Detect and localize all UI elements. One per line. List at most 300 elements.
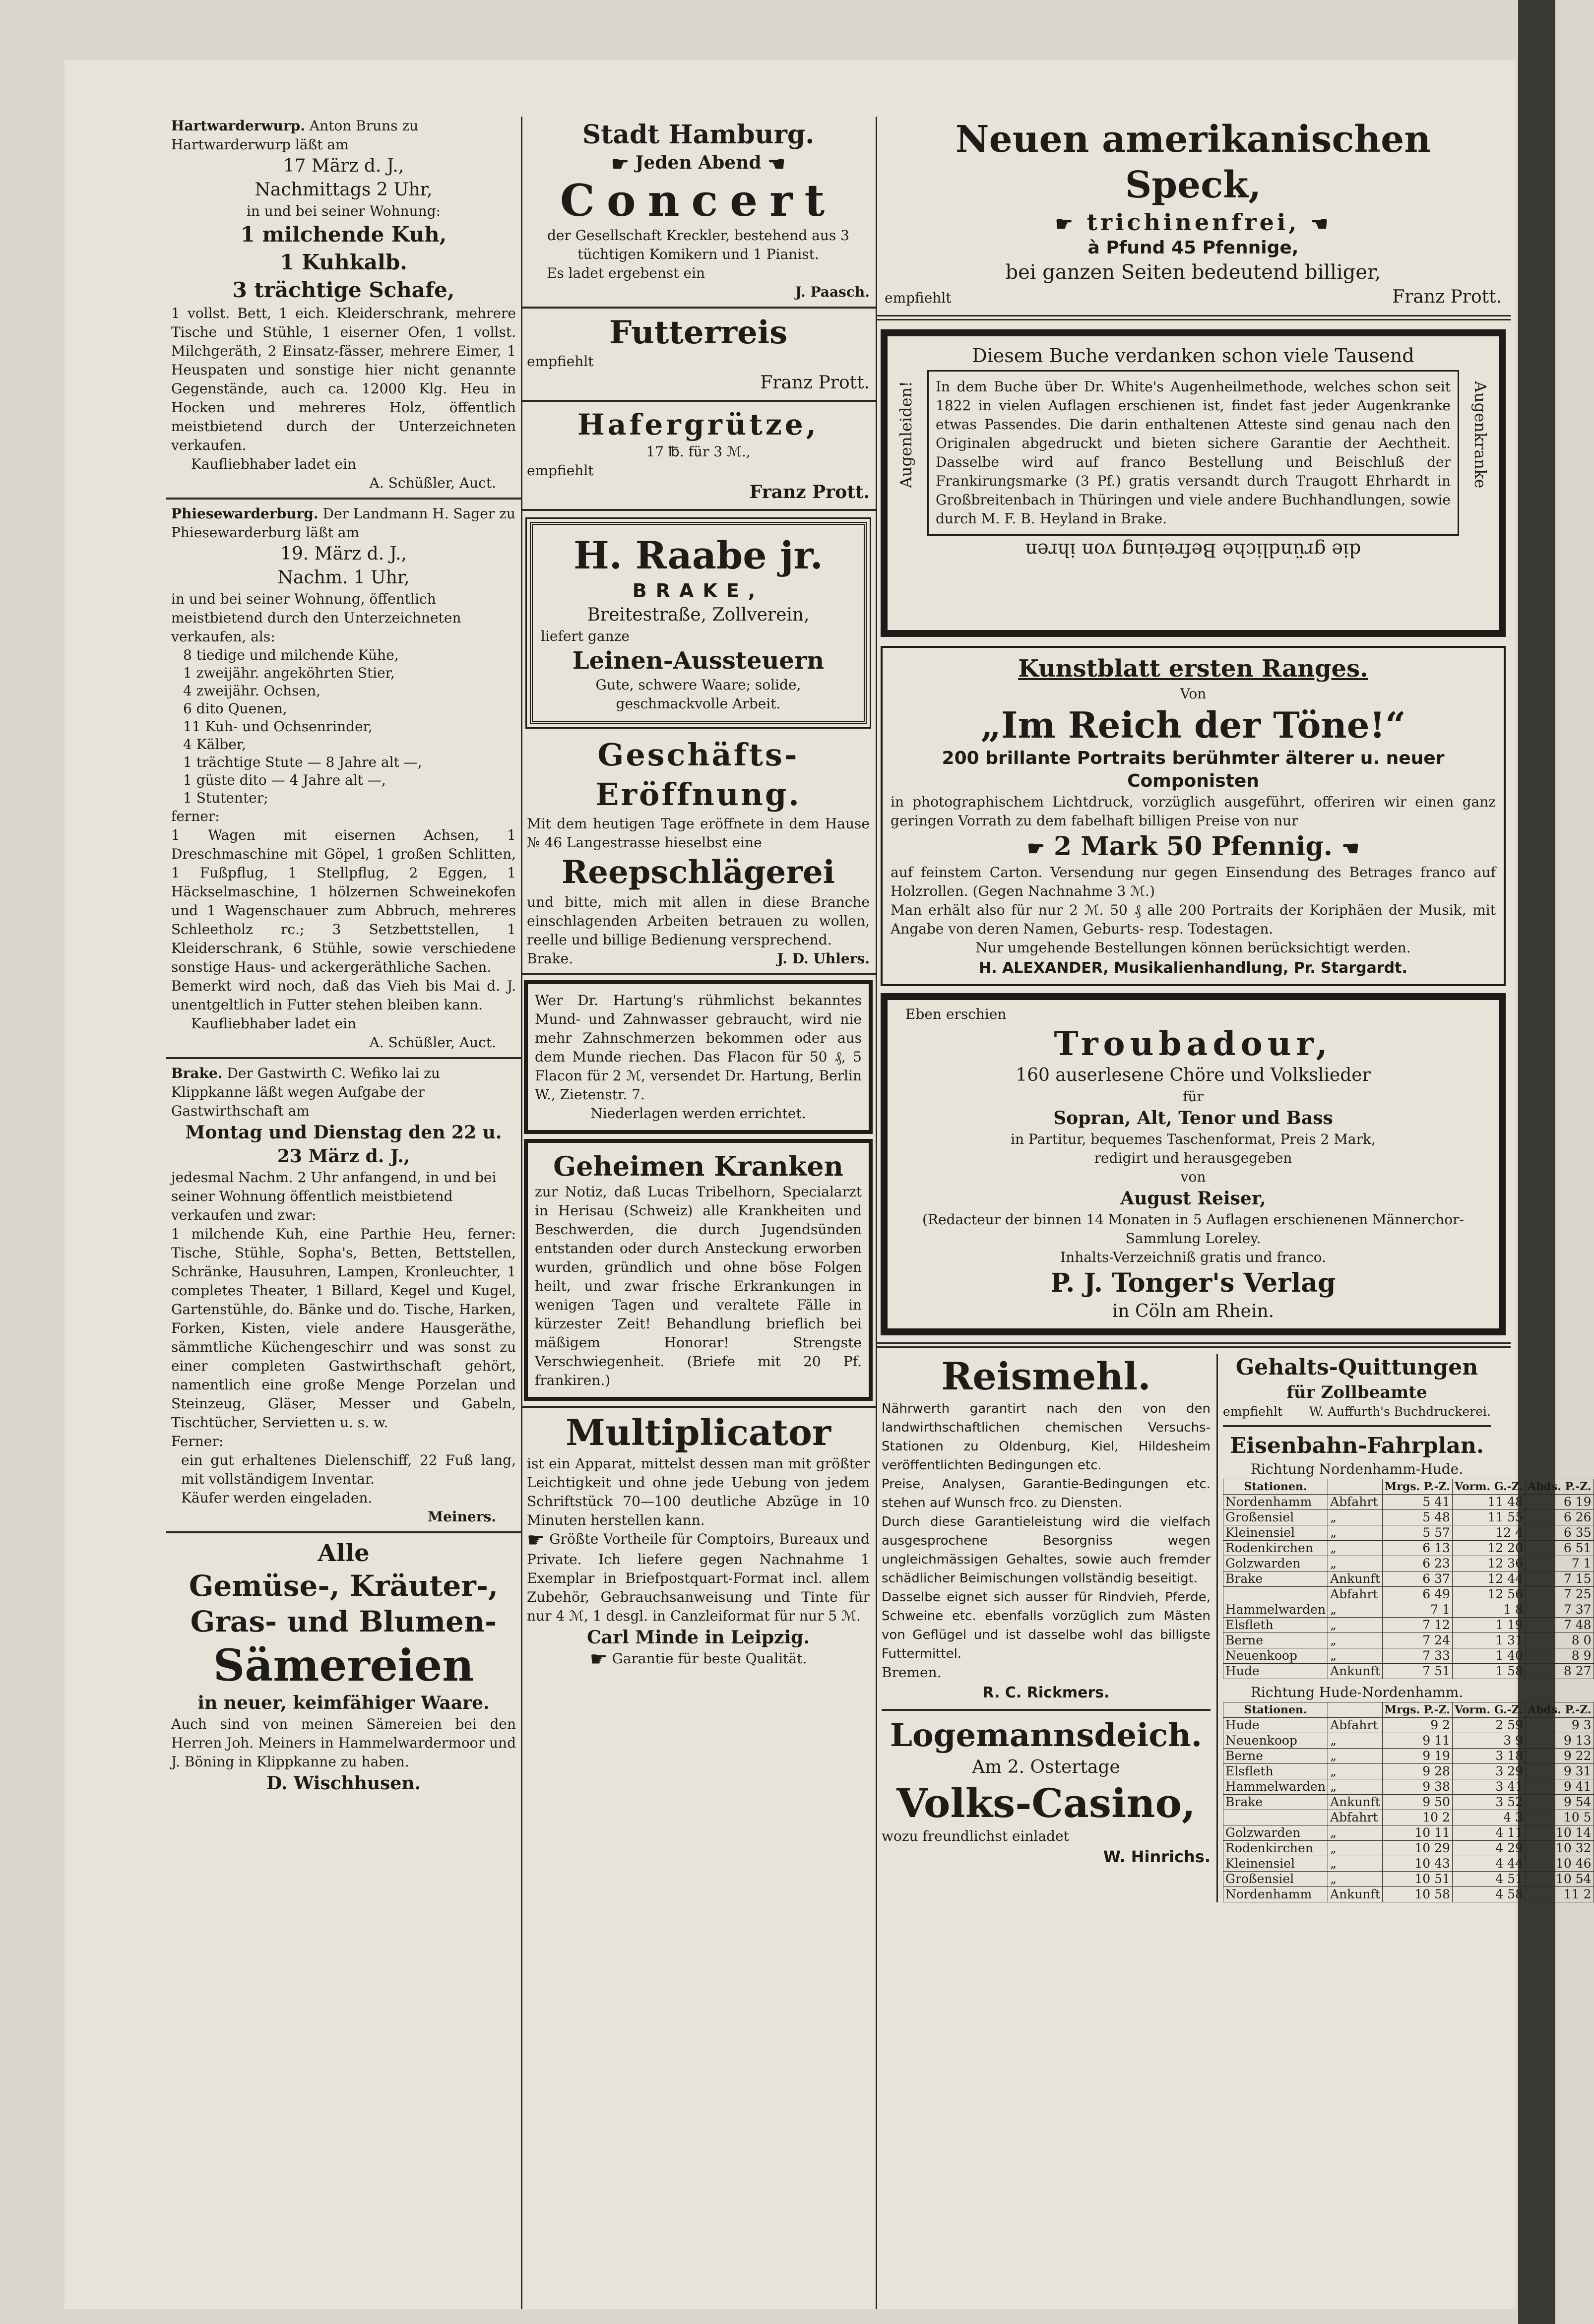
table-cell: „ (1328, 1856, 1383, 1872)
table-cell: 10 43 (1382, 1856, 1452, 1872)
table-header-row (1223, 1479, 1594, 1495)
ad-heading: Phiesewarderburg. (171, 505, 319, 522)
ad-place: in Cöln am Rhein. (1112, 1301, 1275, 1321)
bottom-row (876, 1354, 1592, 1902)
table-row (1223, 1648, 1594, 1664)
ad-subtitle: für Zollbeamte (1286, 1382, 1427, 1402)
ad-subtitle: 160 auserlesene Chöre und Volkslieder (1016, 1065, 1371, 1085)
ad-body: Dasselbe eignet sich ausser für Rindvieh, Pferde, Schweine etc. ebenfalls vorzüglich zum Mästen von Geflügel und ist dasselbe wohl das billigste Futtermittel. (882, 1590, 1211, 1661)
list-item: 11 Kuh- und Ochsenrinder, (183, 718, 373, 735)
table-cell: 11 55 (1452, 1510, 1525, 1525)
list-item: 1 güste dito — 4 Jahre alt —, (183, 772, 386, 788)
table-row (1223, 1841, 1594, 1856)
ad-title-large: Sämereien (213, 1639, 474, 1691)
ad-subtitle: trichinenfrei, (1086, 209, 1300, 236)
ad-signer: J. Paasch. (795, 284, 870, 300)
table-cell: 9 28 (1382, 1764, 1452, 1779)
timetable-direction: Richtung Nordenhamm-Hude. (1250, 1461, 1464, 1477)
ad-body: ist ein Apparat, mittelst dessen man mit größter Leichtigkeit und ohne jede Uebung von jedem Schriftstück 70—100 deutliche Abzüge in 10 Minuten herstellen kann. (527, 1455, 870, 1528)
ad-body: auf feinstem Carton. Versendung nur gegen Einsendung des Betrages franco auf Holzrollen. (Gegen Nachnahme 3 ℳ.) (891, 864, 1496, 899)
ad-event: Volks-Casino, (896, 1780, 1196, 1826)
list-item: 6 dito Quenen, (183, 700, 287, 717)
list-item: 1 zweijähr. angeköhrten Stier, (183, 665, 395, 681)
ad-intro: in und bei seiner Wohnung, öffentlich meistbietend durch den Unterzeichneten verkaufen, als: (171, 591, 461, 645)
railway-timetable (1223, 1432, 1592, 1902)
column-header: Stationen. (1223, 1479, 1328, 1495)
table-cell: „ (1328, 1764, 1383, 1779)
timetable-title: Eisenbahn-Fahrplan. (1229, 1433, 1484, 1458)
table-cell: 12 56 (1452, 1587, 1525, 1602)
pointing-hand-icon: ☛ (589, 1648, 608, 1671)
table-cell: 7 15 (1526, 1571, 1594, 1587)
ad-title: Hafergrütze, (577, 408, 819, 441)
pointing-hand-icon: ☚ (1341, 836, 1359, 860)
ad-item: 1 Kuhkalb. (280, 250, 407, 274)
ad-date: 17 März d. J., (283, 156, 404, 176)
ad-title: Leinen-Aussteuern (572, 647, 825, 675)
table-cell: 9 22 (1526, 1749, 1594, 1764)
ad-title: Concert (560, 175, 837, 226)
table-cell: 6 13 (1382, 1541, 1452, 1556)
table-cell: 9 3 (1526, 1718, 1594, 1733)
table-cell: 7 25 (1526, 1587, 1594, 1602)
timetable-table (1223, 1479, 1594, 1679)
table-row (1223, 1556, 1594, 1571)
table-cell: „ (1328, 1648, 1383, 1664)
ad-saemereien (166, 1538, 521, 1795)
ad-futterreis (521, 314, 876, 395)
ad-text: Der Landmann H. Sager zu Phiesewarderburg läßt am (171, 505, 515, 541)
column-middle (521, 60, 876, 2309)
ad-signer: Franz Prott. (749, 482, 870, 502)
timetable-table (1223, 1702, 1594, 1902)
ad-price: 17 ℔. für 3 ℳ., (646, 443, 751, 460)
table-cell: Ankunft (1328, 1795, 1383, 1810)
column-header: Mrgs. P.-Z. (1382, 1702, 1452, 1718)
table-cell: 3 41 (1452, 1779, 1525, 1795)
ad-body: zur Notiz, daß Lucas Tribelhorn, Specialarzt in Herisau (Schweiz) alle Krankheiten und Beschwerden, die durch Jugendsünden entstanden oder durch Ansteckung erworben wurden, gründlich und ohne böse Folgen heilt, und zwar frische Erkrankungen in wenigen Tagen und veraltete Fälle in kürzester Zeit! Behandlung brieflich bei mäßigem Honorar! Strengste Verschwiegenheit. (Briefe mit 20 Pf. frankiren.) (535, 1184, 862, 1388)
table-cell: „ (1328, 1825, 1383, 1841)
table-cell: 3 9 (1452, 1733, 1525, 1749)
ad-body: Gute, schwere Waare; solide, geschmackvolle Arbeit. (595, 677, 801, 712)
divider (876, 1342, 1511, 1348)
ad-body: Durch diese Garantieleistung wird die vielfach ausgesprochene Besorgniss wegen ungleichmässigen Gehaltes, sowie auch fremder schädlicher Beimischungen vollständig beseitigt. (882, 1514, 1211, 1586)
table-row (1223, 1510, 1594, 1525)
ad-body: Man erhält also für nur 2 ℳ. 50 ₰ alle 200 Portraits der Koriphäen der Musik, mit Angabe von deren Namen, Geburts- resp. Todestagen. (891, 902, 1496, 937)
table-cell: 4 3 (1452, 1810, 1525, 1825)
table-cell: 10 5 (1526, 1810, 1594, 1825)
ad-place: in und bei seiner Wohnung: (246, 203, 441, 219)
ad-geschaefts-eroeffnung (521, 735, 876, 968)
table-row (1223, 1525, 1594, 1541)
column-header: Stationen. (1223, 1702, 1328, 1718)
table-row (1223, 1718, 1594, 1733)
table-cell: 5 48 (1382, 1510, 1452, 1525)
pointing-hand-icon: ☛ (527, 1528, 545, 1552)
table-cell: 10 58 (1382, 1887, 1452, 1902)
ad-text: redigirt und herausgegeben (1094, 1150, 1292, 1166)
ad-price: 2 Mark 50 Pfennig. (1054, 831, 1333, 862)
divider (521, 400, 876, 402)
ad-item: 3 trächtige Schafe, (232, 278, 455, 302)
ad-text: (Redacteur der binnen 14 Monaten in 5 Auflagen erschienenen Männerchor-Sammlung Loreley. (922, 1211, 1464, 1247)
column-header (1328, 1479, 1383, 1495)
column-header (1328, 1702, 1383, 1718)
table-cell: „ (1328, 1541, 1383, 1556)
table-cell: Abfahrt (1328, 1718, 1383, 1733)
table-cell (1223, 1810, 1328, 1825)
ad-body: Nährwerth garantirt nach den von den landwirthschaftlichen chemischen Versuchs-Stationen zu Oldenburg, Kiel, Hildesheim veröffentlichten Bedingungen etc. (882, 1401, 1211, 1473)
table-cell: 8 0 (1526, 1633, 1594, 1648)
table-cell (1223, 1587, 1328, 1602)
table-row (1223, 1856, 1594, 1872)
ad-time: Nachm. 1 Uhr, (277, 567, 410, 588)
ad-firm: H. Raabe jr. (573, 533, 824, 577)
table-cell: 7 12 (1382, 1618, 1452, 1633)
ad-signer: Franz Prott. (760, 373, 870, 393)
ad-text: Anton Bruns zu Hartwarderwurp läßt am (171, 118, 419, 153)
divider (1223, 1425, 1491, 1427)
column-header: Abds. P.-Z. (1526, 1479, 1594, 1495)
table-cell: Berne (1223, 1749, 1328, 1764)
table-cell: Elsfleth (1223, 1618, 1328, 1633)
table-cell: Hammelwarden (1223, 1779, 1328, 1795)
ad-lead: empfiehlt (885, 290, 952, 306)
column-header: Abds. P.-Z. (1526, 1702, 1594, 1718)
table-cell: 10 11 (1382, 1825, 1452, 1841)
table-cell: Brake (1223, 1571, 1328, 1587)
list-item: 1 Stutenter; (183, 790, 268, 806)
ad-body: 1 Wagen mit eisernen Achsen, 1 Dreschmaschine mit Göpel, 1 großen Schlitten, 1 Fußpflug, 1 Stellpflug, 2 Eggen, 1 Häckselmaschine, 1 hölzernen Schweinekofen und 1 Wagenschauer zum Abbruch, mehreres Schleetholz rc.; 3 Setzbettstellen, 1 Kleiderschrank, 6 Stühle, sowie verschiedene sonstige Haus- und ackergeräthliche Sachen. (171, 827, 516, 975)
ad-text: Mit dem heutigen Tage eröffnete in dem Hause № 46 Langestrasse hieselbst eine (527, 816, 870, 851)
ad-date: 19. März d. J., (280, 544, 407, 564)
divider (521, 307, 876, 309)
ad-signer: A. Schüßler, Auct. (369, 475, 496, 491)
table-cell: Ankunft (1328, 1887, 1383, 1902)
ad-title: Neuen amerikanischen Speck, (955, 118, 1431, 206)
table-cell: 9 2 (1382, 1718, 1452, 1733)
table-cell: 3 18 (1452, 1749, 1525, 1764)
table-cell: 8 27 (1526, 1664, 1594, 1679)
table-cell: 4 44 (1452, 1856, 1525, 1872)
table-row (1223, 1887, 1594, 1902)
table-cell: Nordenhamm (1223, 1887, 1328, 1902)
table-cell: 1 58 (1452, 1664, 1525, 1679)
table-row (1223, 1733, 1594, 1749)
ad-body: ein gut erhaltenes Dielenschiff, 22 Fuß lang, mit vollständigem Inventar. (181, 1452, 516, 1487)
ad-signer: W. Auffurth's Buchdruckerei. (1309, 1404, 1491, 1419)
ad-place: Bremen. (882, 1664, 942, 1681)
ad-side-text-left: Augenleiden! (896, 381, 915, 489)
table-cell: Rodenkirchen (1223, 1541, 1328, 1556)
table-cell: 7 33 (1382, 1648, 1452, 1664)
ad-bottom-text-inverted: die gründliche Befreiung von ihren (1025, 539, 1361, 561)
ad-lead: wozu freundlichst einladet (882, 1828, 1069, 1844)
table-row (1223, 1664, 1594, 1679)
ad-signer: D. Wischhusen. (266, 1773, 421, 1794)
table-cell: Kleinensiel (1223, 1856, 1328, 1872)
table-cell: 6 37 (1382, 1571, 1452, 1587)
table-cell: „ (1328, 1618, 1383, 1633)
table-cell: „ (1328, 1872, 1383, 1887)
bottom-left-column (876, 1354, 1218, 1902)
table-cell: 12 4 (1452, 1525, 1525, 1541)
table-cell: 4 51 (1452, 1872, 1525, 1887)
table-cell: Abfahrt (1328, 1587, 1383, 1602)
table-cell: Berne (1223, 1633, 1328, 1648)
table-row (1223, 1618, 1594, 1633)
table-cell: Neuenkoop (1223, 1648, 1328, 1664)
ad-signer: Meiners. (428, 1508, 496, 1525)
table-row (1223, 1764, 1594, 1779)
table-row (1223, 1810, 1594, 1825)
ad-lead: Eben erschien (905, 1006, 1007, 1022)
ad-body: Preise, Analysen, Garantie-Bedingungen etc. stehen auf Wunsch frco. zu Diensten. (882, 1477, 1211, 1510)
table-cell: 6 19 (1526, 1495, 1594, 1510)
ad-signer: J. D. Uhlers. (777, 950, 870, 967)
ad-reismehl (882, 1354, 1211, 1704)
table-cell: 1 31 (1452, 1633, 1525, 1648)
divider (166, 498, 521, 500)
table-cell: Ankunft (1328, 1571, 1383, 1587)
ad-work-title: „Im Reich der Töne!“ (980, 704, 1406, 746)
column-left (166, 60, 521, 2309)
table-row (1223, 1795, 1594, 1810)
ad-title: Reismehl. (941, 1354, 1151, 1398)
ad-date: Am 2. Ostertage (972, 1757, 1120, 1777)
table-cell: 5 41 (1382, 1495, 1452, 1510)
ad-text: für (1183, 1088, 1204, 1105)
table-cell: 10 51 (1382, 1872, 1452, 1887)
list-item: 8 tiedige und milchende Kühe, (183, 647, 399, 663)
table-cell: 9 50 (1382, 1795, 1452, 1810)
ad-title: Kunstblatt ersten Ranges. (1018, 655, 1368, 683)
ad-signer: W. Hinrichs. (1103, 1847, 1211, 1866)
table-cell: „ (1328, 1602, 1383, 1618)
ad-text: von (1180, 1169, 1206, 1185)
table-cell: 6 51 (1526, 1541, 1594, 1556)
table-row (1223, 1825, 1594, 1841)
table-cell: 3 52 (1452, 1795, 1525, 1810)
ad-body: Auch sind von meinen Sämereien bei den Herren Joh. Meiners in Hammelwardermoor und J. Böning in Klippkanne zu haben. (171, 1716, 516, 1770)
table-row (1223, 1541, 1594, 1556)
table-cell: 10 29 (1382, 1841, 1452, 1856)
ad-subtitle: in neuer, keimfähiger Waare. (197, 1693, 490, 1713)
table-cell: 9 19 (1382, 1749, 1452, 1764)
ad-voices: Sopran, Alt, Tenor und Bass (1053, 1108, 1333, 1129)
ad-title: Geheimen Kranken (553, 1150, 843, 1182)
table-cell: 12 44 (1452, 1571, 1525, 1587)
ad-brake-gastwirth (166, 1064, 521, 1526)
table-cell: 9 11 (1382, 1733, 1452, 1749)
ad-note: Niederlagen werden errichtet. (590, 1105, 806, 1122)
table-cell: 6 35 (1526, 1525, 1594, 1541)
ad-raabe (530, 522, 867, 724)
table-cell: 10 14 (1526, 1825, 1594, 1841)
ad-body: Größte Vortheile für Comptoirs, Bureaux und Private. Ich liefere gegen Nachnahme 1 Exemplar in Briefpostquart-Format incl. allem Zubehör, Gebrauchsanweisung und Tinte für nur 4 ℳ, 1 desgl. in Canzleiformat für nur 5 ℳ. (527, 1531, 870, 1624)
table-cell: 10 54 (1526, 1872, 1594, 1887)
table-cell: 4 11 (1452, 1825, 1525, 1841)
table-cell: 7 1 (1382, 1602, 1452, 1618)
table-cell: 6 23 (1382, 1556, 1452, 1571)
table-cell: 7 37 (1526, 1602, 1594, 1618)
list-item: 4 Kälber, (183, 736, 246, 753)
ad-heading: Brake. (171, 1065, 223, 1081)
ad-shop: Reepschlägerei (562, 854, 835, 891)
pointing-hand-icon: ☚ (1310, 212, 1332, 236)
timetable-direction: Richtung Hude-Nordenhamm. (1250, 1684, 1464, 1700)
ad-gehalts-quittungen (1223, 1354, 1491, 1420)
table-cell: Elsfleth (1223, 1764, 1328, 1779)
item-list (171, 646, 516, 807)
table-cell: 9 13 (1526, 1733, 1594, 1749)
ad-town: BRAKE, (632, 580, 765, 602)
ad-kunstblatt (881, 646, 1506, 986)
ad-body: 1 vollst. Bett, 1 eich. Kleiderschrank, mehrere Tische und Stühle, 1 eiserner Ofen, 1 vollst. Milchgeräth, 2 Einsatz-fässer, mehrere Eimer, 1 Heuspaten und sonstige hier nicht genannte Gegenstände, auch ca. 12000 Klg. Heu in Hocken und mehreres Holz, öffentlich meistbietend durch der Unterzeichneten verkaufen. (171, 305, 516, 453)
ad-text: bei ganzen Seiten bedeutend billiger, (1005, 261, 1381, 284)
ad-closing: Kaufliebhaber ladet ein (191, 1015, 357, 1032)
ad-author: August Reiser, (1120, 1188, 1266, 1209)
ad-body: In dem Buche über Dr. White's Augenheilmethode, welches schon seit 1822 in vielen Auflagen erschienen ist, findet fast jeder Augenkranke etwas Passendes. Die darin enthaltenen Atteste sind genau nach den Originalen abgedruckt und bieten sichere Garantie der Aechtheit. Dasselbe wird auf franco Bestellung und Beischluß der Frankirungsmarke (3 Pf.) gratis versandt durch Traugott Ehrhardt in Großbreitenbach in Thüringen und viele andere Buchhandlungen, sowie durch M. F. B. Heyland in Brake. (927, 370, 1459, 536)
ad-closing: Kaufliebhaber ladet ein (191, 456, 357, 472)
table-cell: Brake (1223, 1795, 1328, 1810)
ad-closing: Käufer werden eingeladen. (181, 1490, 373, 1506)
column-header: Mrgs. P.-Z. (1382, 1479, 1452, 1495)
table-header-row (1223, 1702, 1594, 1718)
ad-speck (876, 117, 1511, 309)
ad-body: der Gesellschaft Kreckler, bestehend aus 3 tüchtigen Komikern und 1 Pianist. (547, 227, 849, 262)
table-cell: 1 40 (1452, 1648, 1525, 1664)
table-cell: „ (1328, 1633, 1383, 1648)
ad-title-small: Alle (318, 1539, 370, 1567)
table-cell: 4 29 (1452, 1841, 1525, 1856)
table-cell: 7 24 (1382, 1633, 1452, 1648)
table-cell: 4 58 (1452, 1887, 1525, 1902)
table-cell: „ (1328, 1841, 1383, 1856)
ad-note: Nur umgehende Bestellungen können berücksichtigt werden. (975, 940, 1411, 956)
ad-line: liefert ganze (541, 628, 630, 644)
table-cell: Großensiel (1223, 1510, 1328, 1525)
ad-hartung-zahnwasser (524, 980, 873, 1134)
ad-ferner: ferner: (171, 808, 220, 824)
ad-title: Gehalts-Quittungen (1235, 1355, 1478, 1380)
table-cell: 12 20 (1452, 1541, 1525, 1556)
table-cell: 9 38 (1382, 1779, 1452, 1795)
ad-title: Geschäfts-Eröffnung. (595, 737, 801, 813)
bottom-right-column (1218, 1354, 1592, 1902)
table-cell: Großensiel (1223, 1872, 1328, 1887)
table-cell: 12 36 (1452, 1556, 1525, 1571)
binding-edge (1518, 0, 1555, 2324)
table-cell: 11 48 (1452, 1495, 1525, 1510)
table-cell: 3 29 (1452, 1764, 1525, 1779)
table-cell: 1 8 (1452, 1602, 1525, 1618)
table-row (1223, 1571, 1594, 1587)
column-header: Vorm. G.-Z. (1452, 1702, 1525, 1718)
table-cell: 9 31 (1526, 1764, 1594, 1779)
ad-von: Von (1180, 686, 1207, 702)
table-row (1223, 1602, 1594, 1618)
ad-place: Brake. (527, 950, 574, 967)
ad-hafergruetze (521, 407, 876, 504)
ad-subtitle: 200 brillante Portraits berühmter älterer u. neuer Componisten (942, 748, 1445, 791)
ad-ferner: Ferner: (171, 1433, 224, 1449)
table-cell: 5 57 (1382, 1525, 1452, 1541)
divider (521, 509, 876, 511)
table-cell: Neuenkoop (1223, 1733, 1328, 1749)
ad-body: 1 milchende Kuh, eine Parthie Heu, ferner: Tische, Stühle, Sopha's, Betten, Bettstellen, Schränke, Hausuhren, Lampen, Kronleuchter, 1 completes Theater, 1 Billard, Kegel und Kugel, Gartenstühle, do. Bänke und do. Tische, Harken, Forken, Kisten, viele andere Hausgeräthe, sämmtliche Küchengeschirr und was sonst zu einer completen Gastwirthschaft gehört, namentlich eine große Menge Porzelan und Steinzeug, Gläser, Messer und Gabeln, Tischtücher, Servietten u. s. w. (171, 1226, 516, 1431)
table-cell: Rodenkirchen (1223, 1841, 1328, 1856)
table-cell: Hude (1223, 1718, 1328, 1733)
table-cell: Hude (1223, 1664, 1328, 1679)
pointing-hand-icon: ☛ (1055, 212, 1076, 236)
ad-signer: H. ALEXANDER, Musikalienhandlung, Pr. Stargardt. (979, 959, 1407, 977)
list-item: 4 zweijähr. Ochsen, (183, 683, 321, 699)
table-cell: „ (1328, 1510, 1383, 1525)
divider (166, 1531, 521, 1533)
ad-venue: Stadt Hamburg. (582, 120, 815, 150)
ad-title: Logemannsdeich. (890, 1717, 1202, 1754)
ad-subtitle: Jeden Abend (635, 152, 762, 173)
table-row (1223, 1872, 1594, 1887)
table-cell: 2 59 (1452, 1718, 1525, 1733)
divider (521, 973, 876, 975)
table-cell: Ankunft (1328, 1664, 1383, 1679)
table-cell: „ (1328, 1749, 1383, 1764)
column-right (876, 60, 1592, 2309)
table-cell: Nordenhamm (1223, 1495, 1328, 1510)
table-cell: „ (1328, 1556, 1383, 1571)
table-cell: Abfahrt (1328, 1810, 1383, 1825)
table-cell: Abfahrt (1328, 1495, 1383, 1510)
ad-text: in Partitur, bequemes Taschenformat, Preis 2 Mark, (1011, 1131, 1376, 1147)
ad-title: Gemüse-, Kräuter-, Gras- und Blumen- (189, 1569, 499, 1638)
table-row (1223, 1779, 1594, 1795)
divider (166, 1057, 521, 1059)
ad-title: Multiplicator (566, 1411, 831, 1453)
ad-intro: jedesmal Nachm. 2 Uhr anfangend, in und bei seiner Wohnung öffentlich meistbietend verkaufen und zwar: (171, 1169, 497, 1223)
ad-signer: R. C. Rickmers. (982, 1684, 1110, 1701)
ad-phiesewarderburg (166, 504, 521, 1052)
table-cell: „ (1328, 1733, 1383, 1749)
table-row (1223, 1749, 1594, 1764)
table-cell: Kleinensiel (1223, 1525, 1328, 1541)
table-row (1223, 1495, 1594, 1510)
ad-lead: empfiehlt (527, 353, 594, 370)
table-cell: 10 2 (1382, 1810, 1452, 1825)
ad-body: Wer Dr. Hartung's rühmlichst bekanntes Mund- und Zahnwasser gebraucht, wird nie mehr Zahnschmerzen bekommen oder aus dem Munde riechen. Das Flacon für 50 ₰, 5 Flacon für 2 ℳ, versendet Dr. Hartung, Berlin W., Zietenstr. 7. (535, 992, 862, 1103)
table-row (1223, 1633, 1594, 1648)
column-header: Vorm. G.-Z. (1452, 1479, 1525, 1495)
table-cell: 7 1 (1526, 1556, 1594, 1571)
ad-price: à Pfund 45 Pfennige, (1087, 238, 1299, 258)
table-cell: 11 2 (1526, 1887, 1594, 1902)
table-cell: 7 51 (1382, 1664, 1452, 1679)
ad-text: Der Gastwirth C. Wefiko lai zu Klippkanne läßt wegen Aufgabe der Gastwirthschaft am (171, 1065, 440, 1119)
ad-closing: Es ladet ergebenst ein (547, 265, 705, 281)
table-cell: 8 9 (1526, 1648, 1594, 1664)
table-cell: 9 54 (1526, 1795, 1594, 1810)
ad-publisher: P. J. Tonger's Verlag (1050, 1268, 1336, 1298)
divider (882, 1709, 1211, 1711)
ad-signer: Carl Minde in Leipzig. (587, 1627, 810, 1648)
ad-body: in photographischem Lichtdruck, vorzüglich ausgeführt, offeriren wir einen ganz geringen Vorrath zu dem fabelhaft billigen Preise von nur (891, 794, 1496, 829)
ad-title: Troubadour, (1054, 1024, 1333, 1063)
table-cell: 9 41 (1526, 1779, 1594, 1795)
table-cell: 10 46 (1526, 1856, 1594, 1872)
table-cell: 7 48 (1526, 1618, 1594, 1633)
pointing-hand-icon: ☚ (767, 152, 785, 176)
